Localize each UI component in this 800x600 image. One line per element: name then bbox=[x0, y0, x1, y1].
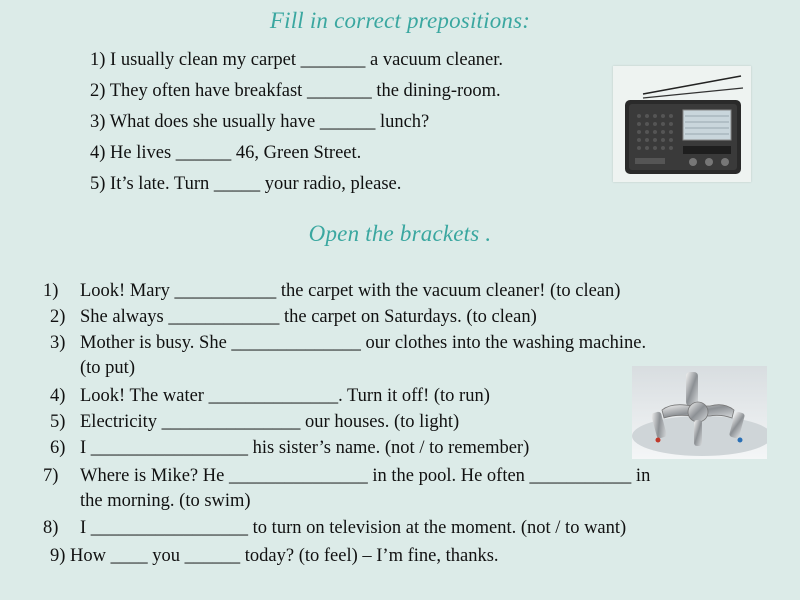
bracket-item-9: 9) How ____ you ______ today? (to feel) – I’m fine, thanks. bbox=[50, 546, 499, 566]
bracket-item-7: Where is Mike? He _______________ in the pool. He often ___________ in bbox=[80, 466, 651, 486]
bracket-item-num: 3) bbox=[50, 333, 66, 353]
open-the-brackets-title: Open the brackets . bbox=[308, 221, 492, 246]
bracket-item-3-cont: (to put) bbox=[80, 358, 135, 378]
bracket-item-num: 8) bbox=[43, 518, 59, 538]
preposition-item-3: 3) What does she usually have ______ lunch? bbox=[90, 112, 430, 132]
preposition-item-1: 1) I usually clean my carpet _______ a vacuum cleaner. bbox=[90, 50, 504, 70]
preposition-item-5: 5) It’s late. Turn _____ your radio, please. bbox=[90, 174, 402, 194]
bracket-item-num: 2) bbox=[50, 307, 66, 327]
bracket-item-4: Look! The water ______________. Turn it off! (to run) bbox=[80, 386, 490, 406]
radio-image bbox=[613, 66, 751, 182]
bracket-item-6: I _________________ his sister’s name. (not / to remember) bbox=[80, 438, 530, 458]
bracket-item-3: Mother is busy. She ______________ our clothes into the washing machine. bbox=[80, 333, 647, 353]
bracket-item-8: I _________________ to turn on television at the moment. (not / to want) bbox=[80, 518, 627, 538]
faucet-image bbox=[632, 366, 767, 459]
bracket-item-7-cont: the morning. (to swim) bbox=[80, 491, 251, 511]
bracket-item-num: 1) bbox=[43, 281, 59, 301]
fill-in-prepositions-title: Fill in correct prepositions: bbox=[269, 8, 531, 33]
preposition-item-2: 2) They often have breakfast _______ the dining-room. bbox=[90, 81, 501, 101]
bracket-item-num: 5) bbox=[50, 412, 66, 432]
bracket-item-1: Look! Mary ___________ the carpet with the vacuum cleaner! (to clean) bbox=[80, 281, 621, 301]
bracket-item-5: Electricity _______________ our houses. (to light) bbox=[80, 412, 460, 432]
bracket-item-num: 7) bbox=[43, 466, 59, 486]
bracket-item-2: She always ____________ the carpet on Saturdays. (to clean) bbox=[80, 307, 537, 327]
bracket-item-num: 6) bbox=[50, 438, 66, 458]
preposition-item-4: 4) He lives ______ 46, Green Street. bbox=[90, 143, 362, 163]
bracket-item-num: 4) bbox=[50, 386, 66, 406]
